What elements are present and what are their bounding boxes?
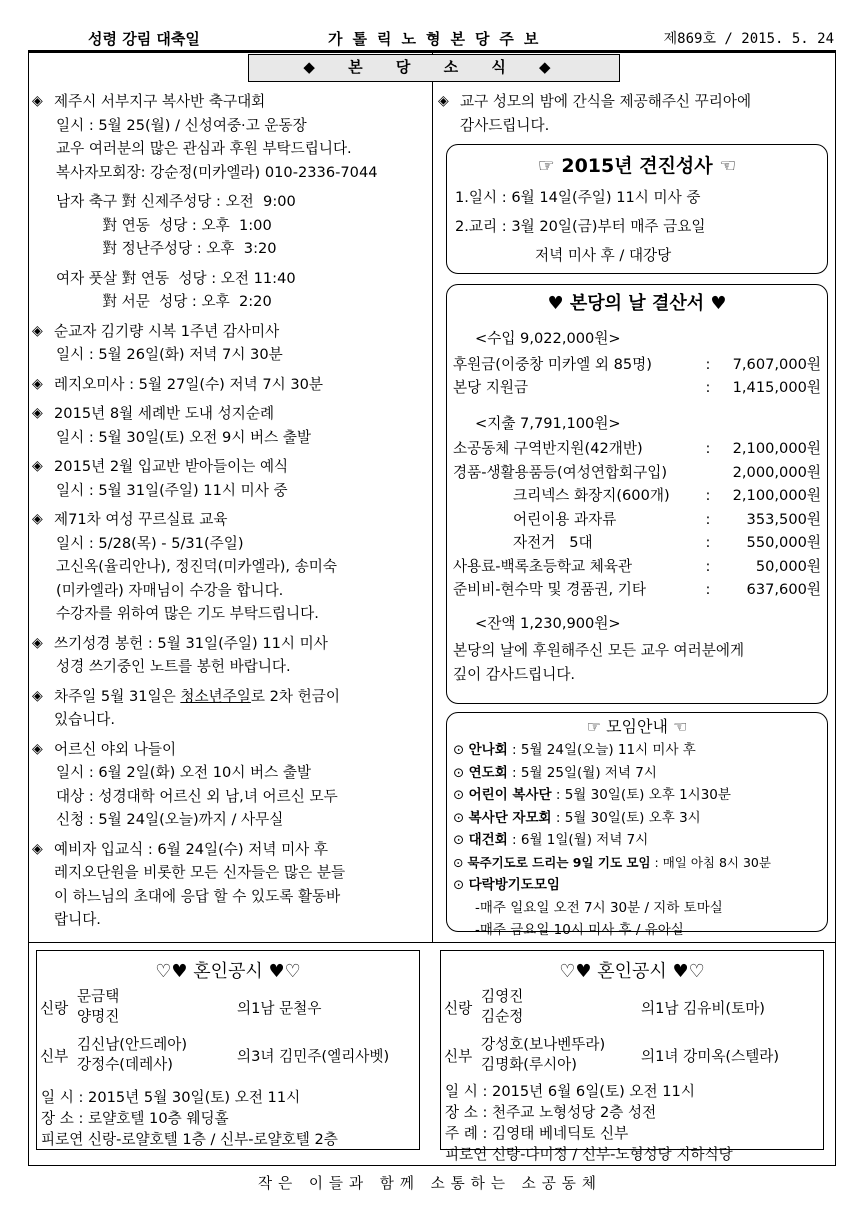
wedding-title: ♡♥ 혼인공시 ♥♡ <box>155 961 301 982</box>
diamond-bullet-icon: ◈ <box>32 634 43 651</box>
colon: : <box>705 440 711 457</box>
meeting-time: : 6월 1일(월) 저녁 7시 <box>507 832 649 848</box>
wedding-date: 일 시 : 2015년 5월 30일(토) 오전 11시 <box>41 1089 301 1106</box>
circle-dot-icon: ⊙ <box>453 809 469 826</box>
bride-names <box>481 1035 641 1075</box>
colon: : <box>705 379 711 396</box>
meeting-subline: -매주 금요일 10시 미사 후 / 유아실 <box>475 922 684 938</box>
circle-dot-icon: ⊙ <box>453 854 468 870</box>
news-line: 성경 쓰기중인 노트를 봉헌 바랍니다. <box>56 658 291 675</box>
expense-amount: 637,600원 <box>746 581 821 598</box>
expense-row <box>453 531 821 555</box>
wedding-notice-2 <box>440 950 824 1163</box>
diamond-bullet-icon: ◈ <box>32 458 43 474</box>
groom-names <box>481 987 641 1027</box>
meeting-name: 어린이 복사단 <box>468 787 552 803</box>
meeting-item <box>453 852 821 875</box>
soccer-match: 남자 축구 對 신제주성당 : 오전 9:00 <box>56 193 296 210</box>
groom-label: 신랑 <box>40 999 69 1017</box>
news-title: 교구 성모의 밤에 간식을 제공해주신 꾸리아에 <box>460 93 752 110</box>
meeting-name: 연도회 <box>468 764 508 781</box>
news-line: 수강자를 위하여 많은 기도 부탁드립니다. <box>56 605 319 622</box>
groom-row <box>441 983 823 1031</box>
news-item-elders <box>32 738 428 832</box>
column-divider <box>432 52 433 942</box>
bride-label: 신부 <box>40 1047 69 1065</box>
diamond-bullet-icon: ◈ <box>32 405 43 421</box>
diamond-bullet-icon: ◈ <box>32 840 43 857</box>
bulletin-motto: 작은 이들과 함께 소통하는 소공동체 <box>257 1175 603 1192</box>
expense-row <box>453 484 821 508</box>
confirmation-place: 저녁 미사 후 / 대강당 <box>535 247 672 264</box>
news-item-pilgrimage <box>32 402 428 449</box>
wedding-reception: 피로연 신랑-로얄호텔 1층 / 신부-로얄호텔 2층 <box>41 1131 338 1148</box>
wedding-title: ♡♥ 혼인공시 ♥♡ <box>559 961 705 982</box>
expense-row <box>453 555 821 579</box>
circle-dot-icon: ⊙ <box>453 832 469 848</box>
meeting-item <box>453 874 821 897</box>
news-line: 일시 : 5/28(목) - 5/31(주일) <box>56 534 244 552</box>
news-item-thanks <box>438 90 832 137</box>
expense-row <box>453 461 821 485</box>
news-item-cursillo <box>32 508 428 626</box>
news-line: 일시 : 5월 26일(화) 저녁 7시 30분 <box>56 346 283 363</box>
settlement-closing: 본당의 날에 후원해주신 모든 교우 여러분에게 <box>453 642 745 659</box>
wedding-notice-1 <box>36 950 420 1150</box>
meeting-name: 다락방기도모임 <box>468 877 560 893</box>
wedding-officiant: 주 례 : 김영태 베네딕토 신부 <box>445 1125 629 1142</box>
news-line: 일시 : 5월 25(월) / 신성여중·고 운동장 <box>56 116 307 134</box>
meeting-item <box>453 829 821 852</box>
groom-name: 김순정 <box>481 1008 524 1025</box>
news-title: 레지오미사 : 5월 27일(수) 저녁 7시 30분 <box>54 375 324 393</box>
circle-dot-icon: ⊙ <box>453 742 469 758</box>
news-item-legio <box>32 373 428 397</box>
diamond-bullet-icon: ◈ <box>32 511 43 527</box>
news-title: 제주시 서부지구 복사반 축구대회 <box>54 93 266 110</box>
colon: : <box>705 355 711 373</box>
news-item-rite <box>32 455 428 502</box>
colon <box>699 461 717 485</box>
meeting-time: : 5월 24일(오늘) 11시 미사 후 <box>507 742 696 758</box>
balance-header: <잔액 1,230,900원> <box>475 614 621 632</box>
diamond-bullet-icon: ◈ <box>32 687 43 704</box>
meeting-item <box>453 762 821 785</box>
meeting-time: : 5월 30일(토) 오후 1시30분 <box>551 787 731 803</box>
news-title: 예비자 입교식 : 6월 24일(수) 저녁 미사 후 <box>54 840 328 858</box>
expense-amount: 2,100,000원 <box>732 487 821 504</box>
circle-dot-icon: ⊙ <box>453 877 469 893</box>
news-title: 2015년 8월 세례반 도내 성지순례 <box>54 405 275 422</box>
news-title: 쓰기성경 봉헌 : 5월 31일(주일) 11시 미사 <box>54 634 328 652</box>
futsal-match: 여자 풋살 對 연동 성당 : 오전 11:40 <box>56 269 296 287</box>
meeting-time: : 5월 30일(토) 오후 3시 <box>551 809 701 826</box>
circle-dot-icon: ⊙ <box>453 787 469 803</box>
news-item-collection <box>32 685 428 732</box>
meeting-name: 안나회 <box>468 742 508 758</box>
section-divider <box>28 942 836 943</box>
soccer-match: 對 정난주성당 : 오후 3:20 <box>56 240 277 257</box>
collection-text: 차주일 5월 31일은 <box>54 687 181 705</box>
meeting-subline: -매주 일요일 오전 7시 30분 / 지하 토마실 <box>475 899 723 916</box>
meeting-time: : 5월 25일(월) 저녁 7시 <box>507 764 657 781</box>
news-line: 감사드립니다. <box>460 116 550 134</box>
groom-name: 양명진 <box>77 1008 120 1025</box>
diamond-bullet-icon: ◈ <box>32 375 43 392</box>
expense-row <box>453 437 821 461</box>
meeting-name: 대건회 <box>468 832 508 848</box>
meeting-time: : 매일 아침 8시 30분 <box>650 854 771 870</box>
meeting-name: 묵주기도로 드리는 9일 기도 모임 <box>467 854 651 870</box>
news-line: 신청 : 5월 24일(오늘)까지 / 사무실 <box>56 811 284 828</box>
diamond-bullet-icon: ◈ <box>438 93 449 109</box>
news-title: 어르신 야외 나들이 <box>54 740 177 758</box>
expense-label: 경품-생활용품등(여성연합회구입) <box>453 463 668 481</box>
news-line: 교우 여러분의 많은 관심과 후원 부탁드립니다. <box>56 140 352 157</box>
meeting-name: 복사단 자모회 <box>468 809 552 826</box>
income-row <box>453 376 821 400</box>
news-line: 복사자모회장: 강순정(미카엘라) 010-2336-7044 <box>56 163 378 181</box>
income-amount: 7,607,000원 <box>732 355 821 373</box>
colon: : <box>705 510 711 528</box>
meetings-title: ☞ 모임안내 ☜ <box>586 717 688 736</box>
meeting-item <box>453 739 821 762</box>
expense-label: 크리넥스 화장지(600개) <box>513 487 670 504</box>
meetings-box <box>446 712 828 938</box>
wedding-details <box>441 1081 823 1165</box>
confirmation-class: 2.교리 : 3월 20일(금)부터 매주 금요일 <box>455 218 706 235</box>
news-title <box>54 685 428 709</box>
settlement-title: ♥ 본당의 날 결산서 ♥ <box>547 293 727 314</box>
groom-parent: 의1남 문철우 <box>237 999 322 1017</box>
parish-news-column <box>32 90 428 938</box>
diamond-bullet-icon: ◈ <box>32 740 43 757</box>
wedding-place: 장 소 : 로얄호텔 10층 웨딩홀 <box>41 1110 229 1127</box>
expense-label: 어린이용 과자류 <box>513 510 617 528</box>
meeting-item <box>453 807 821 830</box>
wedding-reception: 피로연 신랑-다미정 / 신부-노형성당 지하식당 <box>445 1146 733 1163</box>
colon: : <box>705 581 711 598</box>
news-item-catechumen <box>32 838 428 932</box>
news-line: 있습니다. <box>54 711 116 728</box>
income-label: 본당 지원금 <box>453 379 529 396</box>
bride-parent: 의3녀 김민주(엘리사벳) <box>237 1047 390 1065</box>
income-label: 후원금(이중창 미카엘 외 85명) <box>453 355 652 373</box>
groom-row <box>37 983 419 1031</box>
news-line: 레지오단원을 비롯한 모든 신자들은 많은 분들 <box>54 864 346 881</box>
news-title: 순교자 김기량 시복 1주년 감사미사 <box>54 322 280 340</box>
bride-name: 김명화(루시아) <box>481 1056 577 1073</box>
groom-label: 신랑 <box>444 999 473 1017</box>
news-line: 고신옥(율리안나), 정진덕(미카엘라), 송미숙 <box>56 558 337 575</box>
issue-number: 제869호 / 2015. 5. 24 <box>663 31 834 47</box>
bulletin-header <box>28 26 836 52</box>
expense-amount: 2,100,000원 <box>732 440 821 457</box>
futsal-match: 對 서문 성당 : 오후 2:20 <box>56 293 272 310</box>
news-title: 제71차 여성 꾸르실료 교육 <box>54 511 228 528</box>
right-column <box>438 90 832 143</box>
colon: : <box>705 557 711 575</box>
income-row <box>453 353 821 377</box>
income-header: <수입 9,022,000원> <box>475 330 621 347</box>
bride-name: 강정수(데레사) <box>77 1056 173 1073</box>
bride-row <box>37 1031 419 1079</box>
circle-dot-icon: ⊙ <box>453 764 469 781</box>
bride-name: 강성호(보나벤뚜라) <box>481 1036 606 1053</box>
confirmation-box <box>446 144 828 274</box>
bride-label: 신부 <box>444 1047 473 1065</box>
colon: : <box>705 487 711 504</box>
diamond-bullet-icon: ◈ <box>32 93 43 109</box>
bride-row <box>441 1031 823 1079</box>
news-item-mass <box>32 320 428 367</box>
youth-sunday-text: 청소년주일 <box>180 687 251 705</box>
news-line: 일시 : 6월 2일(화) 오전 10시 버스 출발 <box>56 764 312 781</box>
expense-label: 사용료-백록초등학교 체육관 <box>453 557 633 575</box>
confirmation-title: ☞ 2015년 견진성사 ☜ <box>537 155 737 177</box>
news-item-soccer <box>32 90 428 314</box>
news-line: (미카엘라) 자매님이 수강을 합니다. <box>56 581 284 599</box>
bride-name: 김신남(안드레아) <box>77 1036 188 1053</box>
expense-row <box>453 578 821 602</box>
groom-name: 김영진 <box>481 988 524 1005</box>
expense-row <box>453 508 821 532</box>
colon: : <box>705 534 711 551</box>
groom-parent: 의1남 김유비(토마) <box>641 999 765 1017</box>
settlement-closing: 깊이 감사드립니다. <box>453 665 576 683</box>
news-line: 일시 : 5월 31일(주일) 11시 미사 중 <box>56 481 288 499</box>
expense-amount: 353,500원 <box>746 510 821 528</box>
expense-label: 준비비-현수막 및 경품권, 기타 <box>453 581 646 598</box>
news-line: 랍니다. <box>54 911 101 928</box>
news-line: 이 하느님의 초대에 응답 할 수 있도록 활동바 <box>54 887 341 905</box>
news-line: 일시 : 5월 30일(토) 오전 9시 버스 출발 <box>56 428 312 446</box>
wedding-date: 일 시 : 2015년 6월 6일(토) 오전 11시 <box>445 1083 695 1100</box>
expense-amount: 550,000원 <box>746 534 821 551</box>
expense-label: 자전거 5대 <box>513 534 593 551</box>
soccer-match: 對 연동 성당 : 오후 1:00 <box>56 216 272 234</box>
feast-name: 성령 강림 대축일 <box>88 30 200 48</box>
wedding-details <box>37 1087 419 1150</box>
expense-amount: 2,000,000원 <box>732 463 821 481</box>
income-amount: 1,415,000원 <box>732 379 821 396</box>
news-title: 2015년 2월 입교반 받아들이는 예식 <box>54 458 289 475</box>
wedding-place: 장 소 : 천주교 노형성당 2층 성전 <box>445 1104 657 1121</box>
section-banner: ◆ 본 당 소 식 ◆ <box>248 54 620 82</box>
settlement-box <box>446 284 828 704</box>
groom-name: 문금택 <box>77 988 120 1005</box>
news-item-bible <box>32 632 428 679</box>
collection-text: 로 2차 헌금이 <box>250 687 340 705</box>
bride-parent: 의1녀 강미옥(스텔라) <box>641 1047 780 1065</box>
expense-header: <지출 7,791,100원> <box>475 414 621 432</box>
confirmation-date: 1.일시 : 6월 14일(주일) 11시 미사 중 <box>455 189 701 206</box>
bride-names <box>77 1035 237 1075</box>
news-line: 대상 : 성경대학 어르신 외 남,녀 어르신 모두 <box>56 787 338 805</box>
meeting-item <box>453 784 821 807</box>
groom-names <box>77 987 237 1027</box>
expense-label: 소공동체 구역반지원(42개반) <box>453 440 643 457</box>
bulletin-title: 가톨릭노형본당주보 <box>328 30 549 48</box>
expense-amount: 50,000원 <box>755 557 821 575</box>
diamond-bullet-icon: ◈ <box>32 322 43 339</box>
